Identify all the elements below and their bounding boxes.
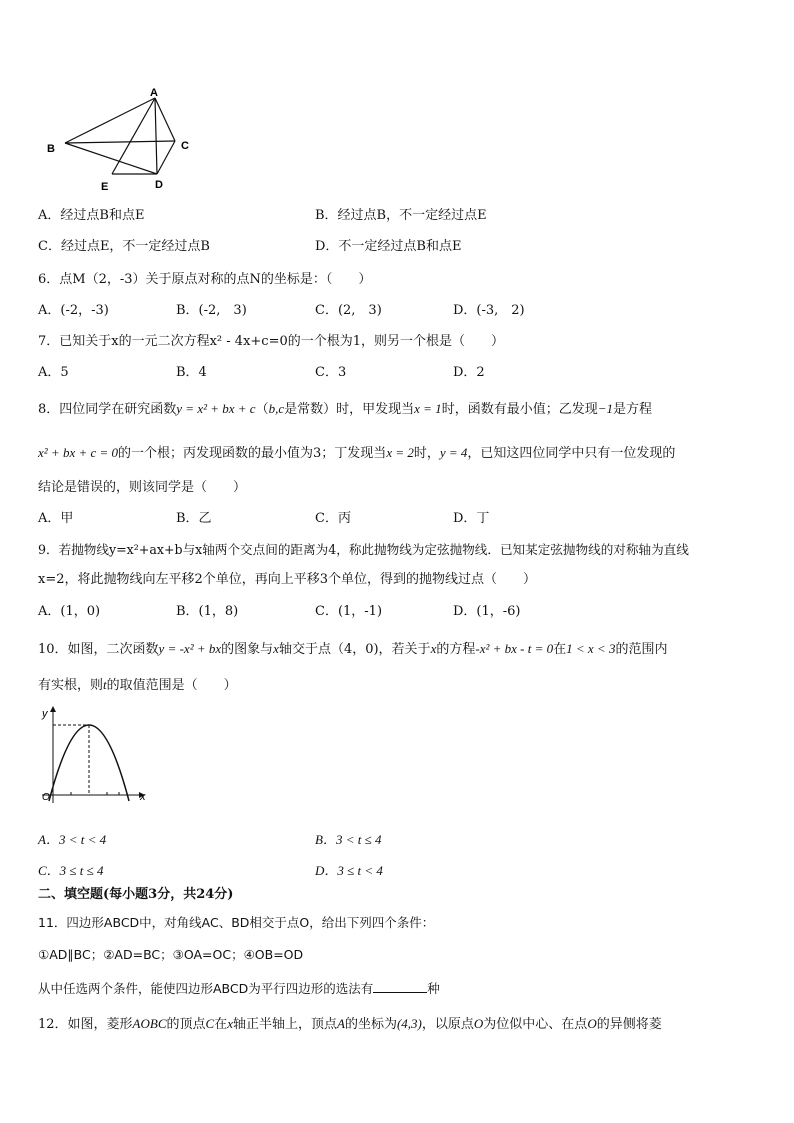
q12-coordinate: (4,3) bbox=[396, 1016, 422, 1031]
q12-line-1 bbox=[38, 1015, 662, 1034]
q12-var: x bbox=[227, 1016, 233, 1031]
q11-text: 种 bbox=[427, 981, 440, 996]
q8-text: 是方程 bbox=[612, 402, 652, 417]
q8-x-value: x = 1 bbox=[414, 401, 442, 416]
q12-text: 轴正半轴上，顶点 bbox=[232, 1017, 337, 1032]
q10-option-b: B．3 < t ≤ 4 bbox=[315, 832, 382, 847]
q10-text: 轴交于点（4，0)，若关于 bbox=[278, 642, 431, 657]
q5-option-b: B．经过点B，不一定经过点E bbox=[315, 208, 487, 223]
q7-option-c: C．3 bbox=[315, 365, 347, 380]
q10-range: 1 < x < 3 bbox=[566, 641, 616, 656]
q8-line-1 bbox=[38, 400, 652, 419]
x-axis-label: x bbox=[140, 791, 146, 803]
q12-text: 12．如图，菱形 bbox=[38, 1017, 133, 1032]
q12-text: 在 bbox=[214, 1017, 228, 1032]
q5-option-c: C．经过点E，不一定经过点B bbox=[38, 239, 210, 254]
q8-equation: x² + bx + c = 0 bbox=[38, 445, 119, 460]
q9-line-2: x=2，将此抛物线向左平移2个单位，再向上平移3个单位，得到的抛物线过点（ ） bbox=[38, 572, 537, 587]
section-title: 二、填空题(每小题3分，共24分) bbox=[38, 887, 234, 902]
figure-q5-label-a: A bbox=[150, 87, 158, 99]
q6-option-b: B．(-2, 3) bbox=[176, 303, 247, 318]
figure-q5 bbox=[40, 84, 210, 194]
figure-q5-label-d: D bbox=[155, 179, 163, 191]
q9-option-c: C．(1，-1) bbox=[315, 604, 383, 619]
q7-option-d: D．2 bbox=[453, 365, 485, 380]
q9-option-a: A．(1，0) bbox=[38, 604, 101, 619]
q10-var: x bbox=[273, 641, 279, 656]
q10-text: 的图象与 bbox=[221, 642, 274, 657]
q8-option-a: A．甲 bbox=[38, 511, 74, 526]
q12-point: O bbox=[587, 1016, 597, 1031]
q8-x-value: x = 2 bbox=[386, 445, 414, 460]
q8-text: ，已知这四位同学中只有一位发现的 bbox=[467, 446, 676, 461]
q8-option-c: C．丙 bbox=[315, 511, 351, 526]
q8-y-value: y = 4 bbox=[439, 445, 468, 460]
q12-text: ，以原点 bbox=[421, 1017, 474, 1032]
figure-q5-label-b: B bbox=[47, 143, 55, 155]
q12-rhombus-name: AOBC bbox=[132, 1016, 167, 1031]
q8-option-b: B．乙 bbox=[176, 511, 212, 526]
q11-stem: 11．四边形ABCD中，对角线AC、BD相交于点O，给出下列四个条件： bbox=[38, 915, 435, 930]
q8-text: 8．四位同学在研究函数 bbox=[38, 402, 177, 417]
q10-equation: -x² + bx - t = 0 bbox=[475, 641, 554, 656]
q10-text: 的范围内 bbox=[615, 642, 668, 657]
q12-text: 的坐标为 bbox=[344, 1017, 397, 1032]
q8-constants: b,c bbox=[268, 401, 285, 416]
q8-text: （ bbox=[255, 402, 269, 417]
q8-text: 是常数）时，甲发现当 bbox=[284, 402, 415, 417]
q10-text: 10．如图，二次函数 bbox=[38, 642, 159, 657]
figure-q5-label-e: E bbox=[101, 181, 109, 193]
q10-function: y = -x² + bx bbox=[158, 641, 222, 656]
figure-q10-parabola bbox=[36, 703, 156, 808]
q10-line-1 bbox=[38, 640, 667, 659]
origin-label: O bbox=[42, 792, 50, 803]
q11-text: 从中任选两个条件，能使四边形ABCD为平行四边形的选法有 bbox=[38, 981, 374, 996]
q8-line-2 bbox=[38, 444, 675, 463]
q8-text: 时， bbox=[413, 446, 440, 461]
q12-point: A bbox=[337, 1016, 345, 1031]
q12-point: C bbox=[205, 1016, 215, 1031]
q10-text: 有实根，则 bbox=[38, 678, 104, 693]
q5-option-d: D．不一定经过点B和点E bbox=[315, 239, 462, 254]
q10-option-c: C．3 ≤ t ≤ 4 bbox=[38, 863, 104, 878]
q10-option-a: A．3 < t < 4 bbox=[38, 832, 107, 847]
q12-text: 的顶点 bbox=[166, 1017, 206, 1032]
figure-q5-label-c: C bbox=[181, 140, 189, 152]
q6-stem: 6．点M（2，-3）关于原点对称的点N的坐标是：（ ） bbox=[38, 272, 372, 287]
q8-option-d: D．丁 bbox=[453, 511, 490, 526]
y-axis-label: y bbox=[42, 708, 48, 720]
q11-answer-blank[interactable] bbox=[373, 978, 427, 993]
q7-option-a: A．5 bbox=[38, 365, 69, 380]
q6-option-d: D．(-3, 2) bbox=[453, 303, 525, 318]
q6-option-c: C．(2, 3) bbox=[315, 303, 382, 318]
q5-option-a: A．经过点B和点E bbox=[38, 208, 145, 223]
q7-stem: 7．已知关于x的一元二次方程x² - 4x+c=0的一个根为1，则另一个根是（ ） bbox=[38, 334, 505, 349]
q6-option-a: A．(-2，-3) bbox=[38, 303, 109, 318]
q9-line-1: 9．若抛物线y=x²+ax+b与x轴两个交点间的距离为4，称此抛物线为定弦抛物线．已知某定弦抛物线的对称轴为直线 bbox=[38, 542, 689, 557]
q10-text: 在 bbox=[553, 642, 567, 657]
q9-option-d: D．(1，-6) bbox=[453, 604, 521, 619]
q10-text: 的取值范围是（ ） bbox=[106, 678, 237, 693]
q11-question bbox=[38, 978, 440, 998]
q8-line-3: 结论是错误的，则该同学是（ ） bbox=[38, 480, 247, 495]
q7-option-b: B．4 bbox=[176, 365, 207, 380]
q12-text: 为位似中心、在点 bbox=[483, 1017, 588, 1032]
q12-point: O bbox=[473, 1016, 484, 1031]
q9-option-b: B．(1，8) bbox=[176, 604, 239, 619]
q10-line-2 bbox=[38, 676, 237, 695]
q10-text: 的方程 bbox=[436, 642, 476, 657]
q8-function: y = x² + bx + c bbox=[176, 401, 256, 416]
q10-var: t bbox=[103, 677, 107, 692]
q8-text: 的一个根；丙发现函数的最小值为3；丁发现当 bbox=[118, 446, 387, 461]
q10-option-d: D．3 ≤ t < 4 bbox=[315, 863, 383, 878]
q8-root: −1 bbox=[597, 401, 613, 416]
q12-text: 的异侧将菱 bbox=[596, 1017, 662, 1032]
q8-text: 时，函数有最小值；乙发现 bbox=[441, 402, 598, 417]
q10-var: x bbox=[430, 641, 437, 656]
q11-conditions: ①AD∥BC；②AD=BC；③OA=OC；④OB=OD bbox=[38, 947, 304, 962]
